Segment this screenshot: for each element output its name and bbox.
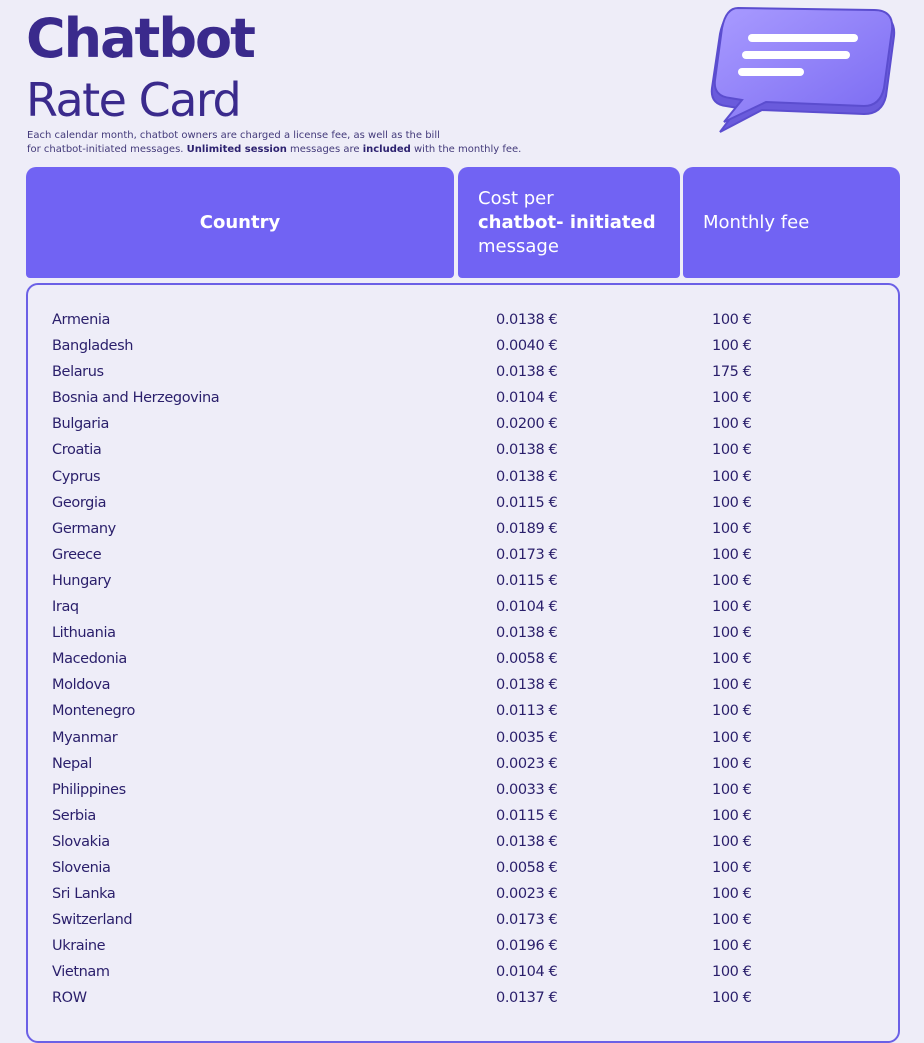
country-cell: Cyprus xyxy=(52,468,101,485)
table-row xyxy=(28,909,898,935)
table-row xyxy=(28,935,898,961)
table-row xyxy=(28,805,898,831)
table-row xyxy=(28,570,898,596)
country-cell: Sri Lanka xyxy=(52,886,116,903)
table-row xyxy=(28,466,898,492)
table-row xyxy=(28,700,898,726)
column-header-cost-line-2: chatbot- initiated xyxy=(478,211,656,233)
table-row xyxy=(28,961,898,987)
cost-cell: 0.0104 € xyxy=(496,390,558,407)
table-row xyxy=(28,361,898,387)
monthly-fee-cell: 100 € xyxy=(712,964,752,981)
country-cell: Belarus xyxy=(52,364,104,381)
monthly-fee-cell: 175 € xyxy=(712,364,752,381)
monthly-fee-cell: 100 € xyxy=(712,833,752,850)
monthly-fee-cell: 100 € xyxy=(712,312,752,328)
column-header-cost-line-3: message xyxy=(478,235,559,257)
intro-line-1: Each calendar month, chatbot owners are charged a license fee, as well as the bill xyxy=(27,130,440,141)
table-row xyxy=(28,387,898,413)
intro-line-2c: messages are xyxy=(286,144,363,155)
table-row xyxy=(28,883,898,909)
cost-cell: 0.0113 € xyxy=(496,703,558,720)
table-row xyxy=(28,987,898,1013)
country-cell: Hungary xyxy=(52,572,112,589)
country-cell: Germany xyxy=(52,520,116,537)
table-row xyxy=(28,857,898,883)
monthly-fee-cell: 100 € xyxy=(712,755,752,772)
intro-line-2e: with the monthly fee. xyxy=(410,144,522,155)
table-row xyxy=(28,544,898,570)
bubble-line-2 xyxy=(742,51,850,59)
monthly-fee-cell: 100 € xyxy=(712,859,752,876)
country-cell: ROW xyxy=(52,990,87,1007)
monthly-fee-cell: 100 € xyxy=(712,781,752,798)
column-header-cost xyxy=(458,167,680,278)
cost-cell: 0.0196 € xyxy=(496,938,558,955)
country-cell: Montenegro xyxy=(52,703,136,720)
monthly-fee-cell: 100 € xyxy=(712,938,752,955)
country-cell: Lithuania xyxy=(52,625,116,642)
table-row xyxy=(28,413,898,439)
intro-emphasis-unlimited: Unlimited session xyxy=(186,144,287,155)
country-cell: Moldova xyxy=(52,677,111,694)
country-cell: Bulgaria xyxy=(52,416,109,433)
country-cell: Armenia xyxy=(52,312,110,328)
monthly-fee-cell: 100 € xyxy=(712,990,752,1007)
monthly-fee-cell: 100 € xyxy=(712,729,752,746)
monthly-fee-cell: 100 € xyxy=(712,442,752,459)
cost-cell: 0.0040 € xyxy=(496,338,558,355)
cost-cell: 0.0115 € xyxy=(496,807,558,824)
intro-text xyxy=(27,129,587,157)
monthly-fee-cell: 100 € xyxy=(712,599,752,616)
monthly-fee-cell: 100 € xyxy=(712,494,752,511)
country-cell: Vietnam xyxy=(52,964,110,981)
rate-table xyxy=(26,283,900,1043)
cost-cell: 0.0035 € xyxy=(496,729,558,746)
monthly-fee-cell: 100 € xyxy=(712,703,752,720)
monthly-fee-cell: 100 € xyxy=(712,416,752,433)
cost-cell: 0.0058 € xyxy=(496,651,558,668)
cost-cell: 0.0023 € xyxy=(496,886,558,903)
column-header-monthly-fee xyxy=(683,167,900,278)
country-cell: Slovenia xyxy=(52,859,111,876)
table-row xyxy=(28,622,898,648)
cost-cell: 0.0200 € xyxy=(496,416,558,433)
cost-cell: 0.0115 € xyxy=(496,494,558,511)
cost-cell: 0.0138 € xyxy=(496,677,558,694)
table-row xyxy=(28,753,898,779)
country-cell: Philippines xyxy=(52,781,126,798)
chat-bubble-icon xyxy=(704,4,900,136)
cost-cell: 0.0173 € xyxy=(496,546,558,563)
country-cell: Macedonia xyxy=(52,651,127,668)
cost-cell: 0.0137 € xyxy=(496,990,558,1007)
column-header-cost-line-1: Cost per xyxy=(478,187,554,209)
monthly-fee-cell: 100 € xyxy=(712,546,752,563)
monthly-fee-cell: 100 € xyxy=(712,338,752,355)
cost-cell: 0.0189 € xyxy=(496,520,558,537)
page-title: Chatbot xyxy=(26,7,254,70)
country-cell: Nepal xyxy=(52,755,92,772)
table-row xyxy=(28,518,898,544)
country-cell: Croatia xyxy=(52,442,102,459)
table-row xyxy=(28,727,898,753)
country-cell: Georgia xyxy=(52,494,107,511)
cost-cell: 0.0115 € xyxy=(496,572,558,589)
table-row xyxy=(28,831,898,857)
monthly-fee-cell: 100 € xyxy=(712,390,752,407)
country-cell: Myanmar xyxy=(52,729,118,746)
column-header-fee-label: Monthly fee xyxy=(703,212,810,233)
cost-cell: 0.0058 € xyxy=(496,859,558,876)
monthly-fee-cell: 100 € xyxy=(712,468,752,485)
monthly-fee-cell: 100 € xyxy=(712,886,752,903)
column-header-country-label: Country xyxy=(199,212,281,233)
monthly-fee-cell: 100 € xyxy=(712,625,752,642)
country-cell: Ukraine xyxy=(52,938,106,955)
cost-cell: 0.0138 € xyxy=(496,312,558,328)
country-cell: Greece xyxy=(52,546,102,563)
monthly-fee-cell: 100 € xyxy=(712,572,752,589)
country-cell: Serbia xyxy=(52,807,96,824)
country-cell: Switzerland xyxy=(52,912,133,929)
monthly-fee-cell: 100 € xyxy=(712,912,752,929)
table-row xyxy=(28,648,898,674)
table-row xyxy=(28,596,898,622)
bubble-line-1 xyxy=(748,34,858,42)
monthly-fee-cell: 100 € xyxy=(712,520,752,537)
table-row xyxy=(28,439,898,465)
table-row xyxy=(28,674,898,700)
cost-cell: 0.0138 € xyxy=(496,468,558,485)
cost-cell: 0.0104 € xyxy=(496,599,558,616)
table-row xyxy=(28,309,898,335)
cost-cell: 0.0138 € xyxy=(496,364,558,381)
monthly-fee-cell: 100 € xyxy=(712,677,752,694)
column-header-country xyxy=(26,167,454,278)
intro-emphasis-included: included xyxy=(362,144,411,155)
intro-line-2a: for chatbot-initiated messages. xyxy=(27,144,187,155)
monthly-fee-cell: 100 € xyxy=(712,807,752,824)
rate-table-rows xyxy=(28,309,898,1014)
cost-cell: 0.0138 € xyxy=(496,625,558,642)
cost-cell: 0.0033 € xyxy=(496,781,558,798)
table-row xyxy=(28,492,898,518)
bubble-line-3 xyxy=(738,68,804,76)
cost-cell: 0.0138 € xyxy=(496,833,558,850)
cost-cell: 0.0104 € xyxy=(496,964,558,981)
country-cell: Slovakia xyxy=(52,833,110,850)
cost-cell: 0.0138 € xyxy=(496,442,558,459)
country-cell: Bosnia and Herzegovina xyxy=(52,390,220,407)
country-cell: Iraq xyxy=(52,599,79,616)
table-row xyxy=(28,335,898,361)
country-cell: Bangladesh xyxy=(52,338,134,355)
table-row xyxy=(28,779,898,805)
monthly-fee-cell: 100 € xyxy=(712,651,752,668)
cost-cell: 0.0173 € xyxy=(496,912,558,929)
cost-cell: 0.0023 € xyxy=(496,755,558,772)
page-subtitle: Rate Card xyxy=(26,73,241,127)
